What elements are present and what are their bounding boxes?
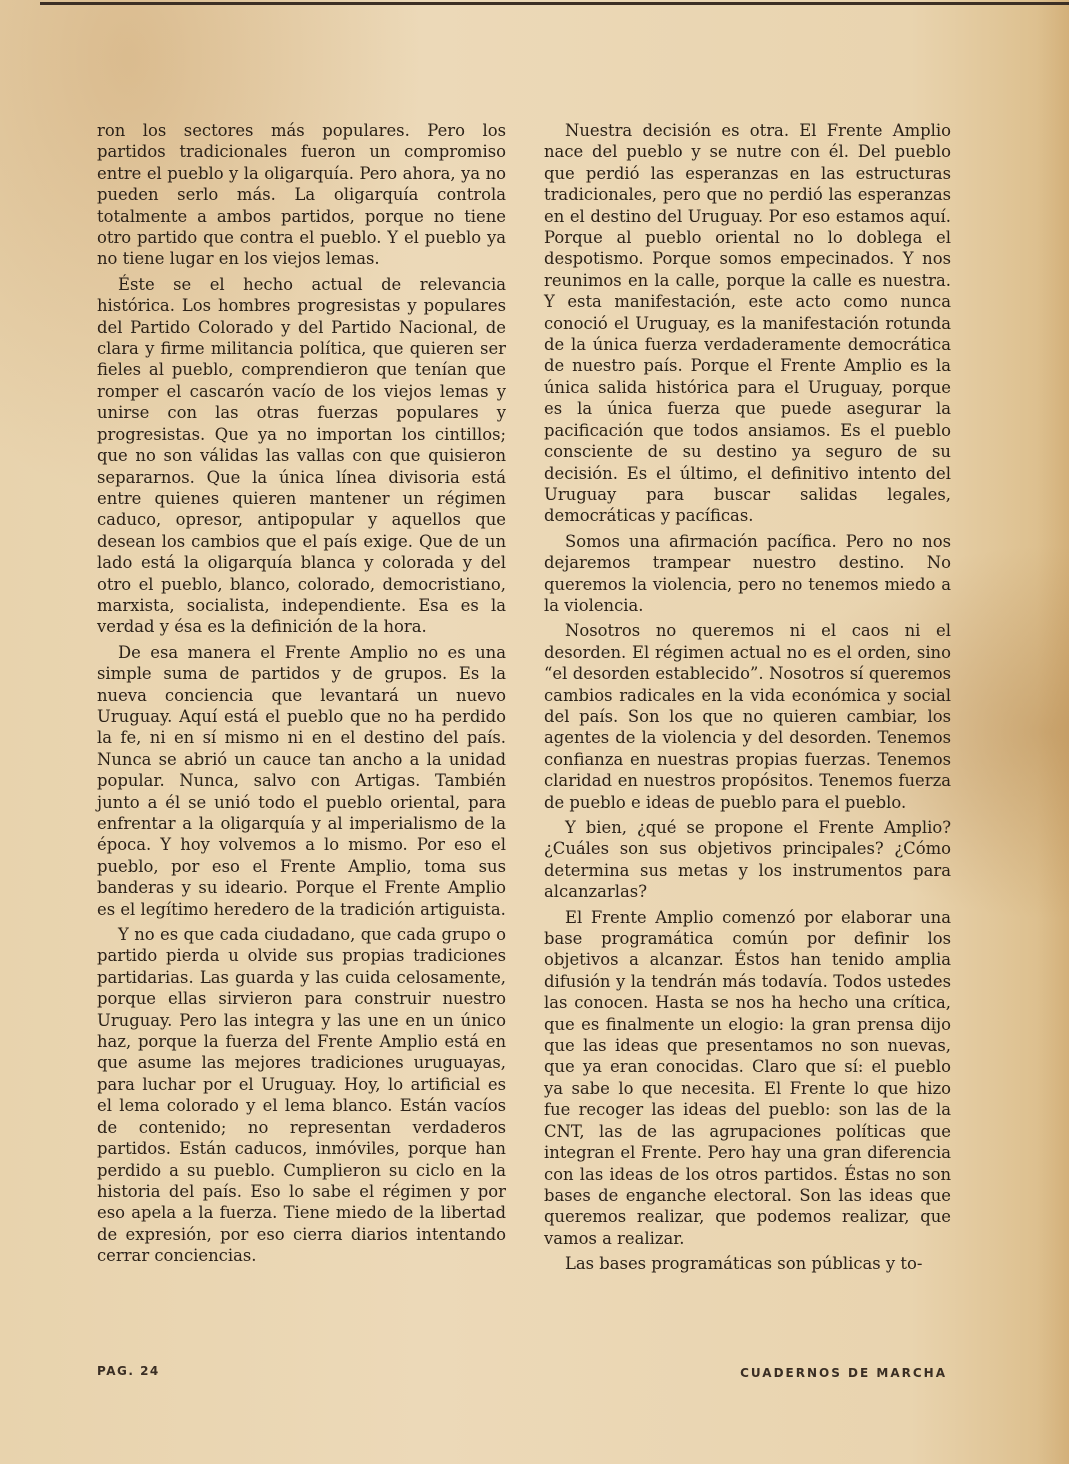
paragraph: ron los sectores más populares. Pero los partidos tradicionales fueron un compromiso entre el pueblo y la oligarquía. Pero ahora, ya no pueden serlo más. La oligarquía controla totalmente a ambos partidos, porque no tiene otro partido que contra el pueblo. Y el pueblo ya no tiene lugar en los viejos lemas. [97,121,506,269]
top-rule [40,2,1069,5]
paragraph: Y bien, ¿qué se propone el Frente Amplio? ¿Cuáles son sus objetivos principales? ¿Cómo determina sus metas y los instrumentos para alcanzarlas? [544,818,951,902]
paragraph: Nuestra decisión es otra. El Frente Amplio nace del pueblo y se nutre con él. Del pueblo que perdió las esperanzas en las estructuras tradicionales, pero que no perdió las esperanzas en el destino del Uruguay. Por eso estamos aquí. Porque al pueblo oriental no lo doblega el despotismo. Porque somos empecinados. Y nos reunimos en la calle, porque la calle es nuestra. Y esta manifestación, este acto como nunca conoció el Uruguay, es la manifestación rotunda de la única fuerza verdaderamente democrática de nuestro país. Porque el Frente Amplio es la única salida histórica para el Uruguay, porque es la única fuerza que puede asegurar la pacificación que todos ansiamos. Es el pueblo consciente de su destino ya seguro de su decisión. Es el último, el definitivo intento del Uruguay para buscar salidas legales, democráticas y pacíficas. [544,121,951,526]
paragraph: Las bases programáticas son públicas y to- [565,1254,923,1274]
paragraph: El Frente Amplio comenzó por elaborar una base programática común por definir los objetivos a alcanzar. Éstos han tenido amplia difusión y la tendrán más todavía. Todos ustedes las conocen. Hasta se nos ha hecho una crítica, que es finalmente un elogio: la gran prensa dijo que las ideas que presentamos no son nuevas, que ya eran conocidas. Claro que sí: el pueblo ya sabe lo que necesita. El Frente lo que hizo fue recoger las ideas del pueblo: son las de la CNT, las de las agrupaciones políticas que integran el Frente. Pero hay una gran diferencia con las ideas de los otros partidos. Éstas no son bases de enganche electoral. Son las ideas que queremos realizar, que podemos realizar, que vamos a realizar. [544,907,951,1248]
page-number: PAG. 24 [97,1364,160,1378]
paragraph: Somos una afirmación pacífica. Pero no nos dejaremos trampear nuestro destino. No queremos la violencia, pero no tenemos miedo a la violencia. [544,531,951,615]
paragraph: Éste se el hecho actual de relevancia histórica. Los hombres progresistas y populares del Partido Colorado y del Partido Nacional, de clara y firme militancia política, que quieren ser fieles al pueblo, comprendieron que tenían que romper el cascarón vacío de los viejos lemas y unirse con las otras fuerzas populares y progresistas. Que ya no importan los cintillos; que no son válidas las vallas con que quisieron separarnos. Que la única línea divisoria está entre quienes quieren mantener un régimen caduco, opresor, antipopular y aquellos que desean los cambios que el país exige. Que de un lado está la oligarquía blanca y colorada y del otro el pueblo, blanco, colorado, democristiano, marxista, socialista, independiente. Esa es la verdad y ésa es la definición de la hora. [97,274,506,637]
left-column [97,120,506,1271]
paragraph: De esa manera el Frente Amplio no es una simple suma de partidos y de grupos. Es la nueva conciencia que levantará un nuevo Uruguay. Aquí está el pueblo que no ha perdido la fe, ni en sí mismo ni en el destino del país. Nunca se abrió un cauce tan ancho a la unidad popular. Nunca, salvo con Artigas. También junto a él se unió todo el pueblo oriental, para enfrentar a la oligarquía y al imperialismo de la época. Y hoy volvemos a lo mismo. Por eso el pueblo, por eso el Frente Amplio, toma sus banderas y su ideario. Porque el Frente Amplio es el legítimo heredero de la tradición artiguista. [97,642,506,919]
right-column [544,120,951,1279]
paragraph: Y no es que cada ciudadano, que cada grupo o partido pierda u olvide sus propias tradiciones partidarias. Las guarda y las cuida celosamente, porque ellas sirvieron para construir nuestro Uruguay. Pero las integra y las une en un único haz, porque la fuerza del Frente Amplio está en que asume las mejores tradiciones uruguayas, para luchar por el Uruguay. Hoy, lo artificial es el lema colorado y el lema blanco. Están vacíos de contenido; no representan verdaderos partidos. Están caducos, inmóviles, porque han perdido a su pueblo. Cumplieron su ciclo en la historia del país. Eso lo sabe el régimen y por eso apela a la fuerza. Tiene miedo de la libertad de expresión, por eso cierra diarios intentando cerrar conciencias. [97,925,506,1266]
paragraph: Nosotros no queremos ni el caos ni el desorden. El régimen actual no es el orden, sino “el desorden establecido”. Nosotros sí queremos cambios radicales en la vida económica y social del país. Son los que no quieren cambiar, los agentes de la violencia y del desorden. Tenemos confianza en nuestras propias fuerzas. Tenemos claridad en nuestros propósitos. Tenemos fuerza de pueblo e ideas de pueblo para el pueblo. [544,621,951,812]
publication-name: CUADERNOS DE MARCHA [740,1366,947,1380]
